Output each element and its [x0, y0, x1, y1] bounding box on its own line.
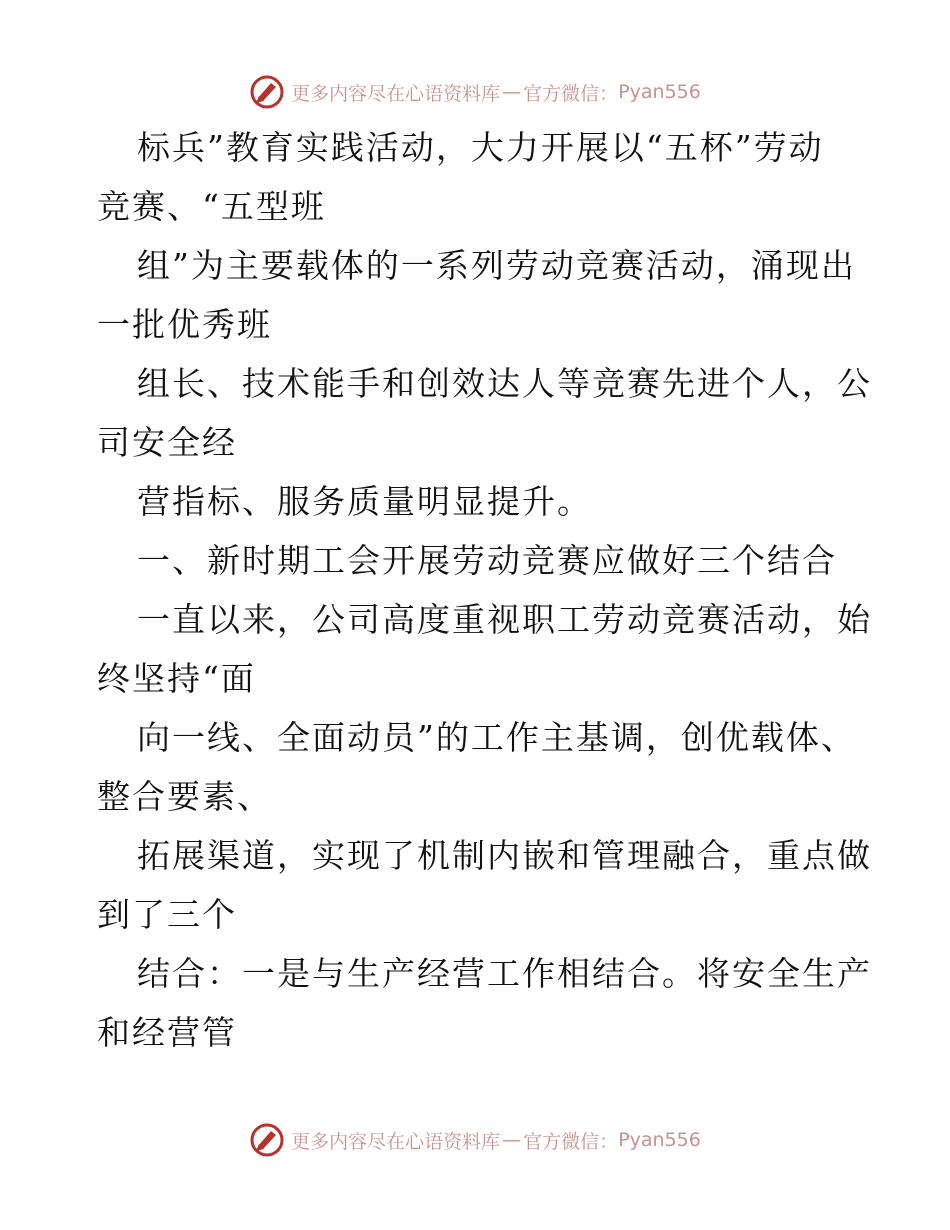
body-line: 和经营管 [97, 1013, 237, 1052]
body-line: 终坚持“面 [97, 659, 256, 698]
banner-contact-id: Pyan556 [618, 1129, 701, 1151]
document-body [97, 118, 872, 1062]
brand-logo-icon [249, 74, 285, 110]
banner-contact-label: 官方微信： [523, 1130, 619, 1153]
body-line: 组”为主要载体的一系列劳动竞赛活动，涌现出 [137, 246, 856, 285]
body-line: 一批优秀班 [97, 305, 272, 344]
body-line: 向一线、全面动员”的工作主基调，创优载体、 [137, 718, 856, 757]
section-heading: 一、新时期工会开展劳动竞赛应做好三个结合 [137, 541, 837, 580]
banner-brand-text: 更多内容尽在心语资料库 [291, 1130, 501, 1153]
brand-logo-icon [249, 1122, 285, 1158]
body-line: 整合要素、 [97, 777, 272, 816]
banner-contact-id: Pyan556 [618, 81, 701, 103]
body-line: 竞赛、“五型班 [97, 187, 326, 226]
banner-separator: — [502, 81, 522, 103]
body-line: 组长、技术能手和创效达人等竞赛先进个人，公 [137, 364, 872, 403]
banner-separator: — [502, 1129, 522, 1151]
footer-banner [0, 1120, 950, 1160]
banner-brand-text: 更多内容尽在心语资料库 [291, 82, 501, 105]
header-banner [0, 72, 950, 112]
body-line: 标兵”教育实践活动，大力开展以“五杯”劳动 [137, 128, 824, 167]
body-line: 结合：一是与生产经营工作相结合。将安全生产 [137, 954, 872, 993]
body-line: 营指标、服务质量明显提升。 [137, 482, 592, 521]
banner-contact-label: 官方微信： [523, 82, 619, 105]
body-line: 司安全经 [97, 423, 237, 462]
body-line: 一直以来，公司高度重视职工劳动竞赛活动，始 [137, 600, 872, 639]
body-line: 拓展渠道，实现了机制内嵌和管理融合，重点做 [137, 836, 872, 875]
body-line: 到了三个 [97, 895, 237, 934]
